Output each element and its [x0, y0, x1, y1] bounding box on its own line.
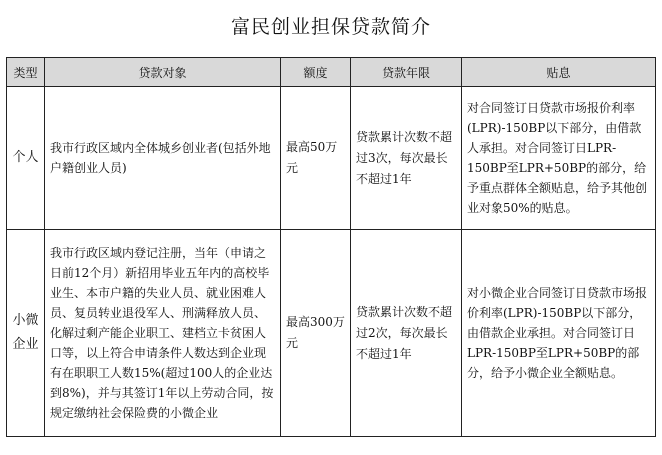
cell-interest-subsidy: 对合同签订日贷款市场报价利率(LPR)-150BP以下部分，由借款人承担。对合同签订日LPR-150BP至LPR+50BP的部分，给予重点群体全额贴息，给予其他创业对象50%的贴息。: [462, 87, 656, 230]
header-loan-term: 贷款年限: [351, 58, 462, 87]
header-type: 类型: [7, 58, 45, 87]
cell-amount: 最高300万元: [281, 230, 351, 437]
cell-type: 小微企业: [7, 230, 45, 437]
loan-info-table: [6, 57, 656, 437]
page-title: 富民创业担保贷款简介: [230, 16, 431, 38]
table-row-small-business: [7, 230, 656, 437]
header-loan-target: 贷款对象: [45, 58, 281, 87]
cell-amount: 最高50万元: [281, 87, 351, 230]
header-amount: 额度: [281, 58, 351, 87]
header-interest-subsidy: 贴息: [462, 58, 656, 87]
cell-loan-target: 我市行政区域内登记注册，当年（申请之日前12个月）新招用毕业五年内的高校毕业生、本市户籍的失业人员、就业困难人员、复员转业退役军人、刑满释放人员、化解过剩产能企业职工、建档立卡贫困人口等，以上符合申请条件人数达到企业现有在职职工人数15%(超过100人的企业达到8%)，并与其签订1年以上劳动合同，按规定缴纳社会保险费的小微企业: [45, 230, 281, 437]
table-header-row: [7, 58, 656, 87]
cell-loan-target: 我市行政区域内全体城乡创业者(包括外地户籍创业人员): [45, 87, 281, 230]
cell-loan-term: 贷款累计次数不超过2次，每次最长不超过1年: [351, 230, 462, 437]
cell-interest-subsidy: 对小微企业合同签订日贷款市场报价利率(LPR)-150BP以下部分，由借款企业承担。对合同签订日LPR-150BP至LPR+50BP的部分，给予小微企业全额贴息。: [462, 230, 656, 437]
cell-type: 个人: [7, 87, 45, 230]
table-row-personal: [7, 87, 656, 230]
cell-loan-term: 贷款累计次数不超过3次，每次最长不超过1年: [351, 87, 462, 230]
